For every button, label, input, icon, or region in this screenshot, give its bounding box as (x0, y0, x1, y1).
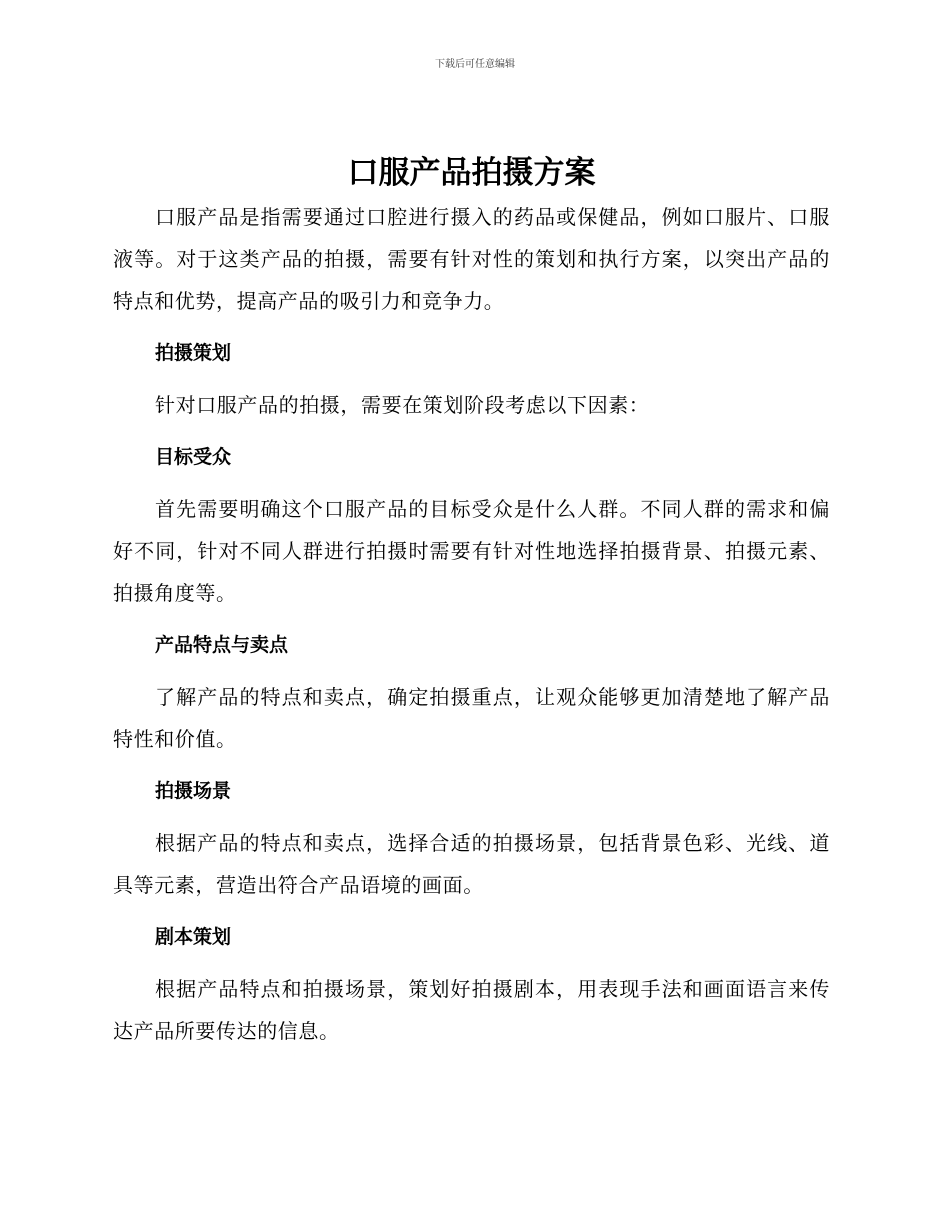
paragraph-scene: 根据产品的特点和卖点，选择合适的拍摄场景，包括背景色彩、光线、道具等元素，营造出符合产品语境的画面。 (113, 831, 830, 897)
heading-script: 剧本策划 (155, 926, 232, 948)
heading-features: 产品特点与卖点 (155, 634, 289, 656)
intro-paragraph: 口服产品是指需要通过口腔进行摄入的药品或保健品，例如口服片、口服液等。对于这类产品的拍摄，需要有针对性的策划和执行方案，以突出产品的特点和优势，提高产品的吸引力和竞争力。 (113, 205, 830, 313)
paragraph-features: 了解产品的特点和卖点，确定拍摄重点，让观众能够更加清楚地了解产品特性和价值。 (113, 685, 830, 751)
document-body (113, 150, 830, 1052)
heading-planning: 拍摄策划 (155, 342, 232, 364)
paragraph-script: 根据产品特点和拍摄场景，策划好拍摄剧本，用表现手法和画面语言来传达产品所要传达的信息。 (113, 977, 830, 1043)
header-note: 下载后可任意编辑 (435, 59, 515, 70)
paragraph-audience: 首先需要明确这个口服产品的目标受众是什么人群。不同人群的需求和偏好不同，针对不同人群进行拍摄时需要有针对性地选择拍摄背景、拍摄元素、拍摄角度等。 (113, 497, 830, 605)
heading-audience: 目标受众 (155, 446, 232, 468)
document-title: 口服产品拍摄方案 (347, 155, 596, 191)
heading-scene: 拍摄场景 (155, 780, 232, 802)
paragraph-planning: 针对口服产品的拍摄，需要在策划阶段考虑以下因素： (155, 393, 650, 417)
